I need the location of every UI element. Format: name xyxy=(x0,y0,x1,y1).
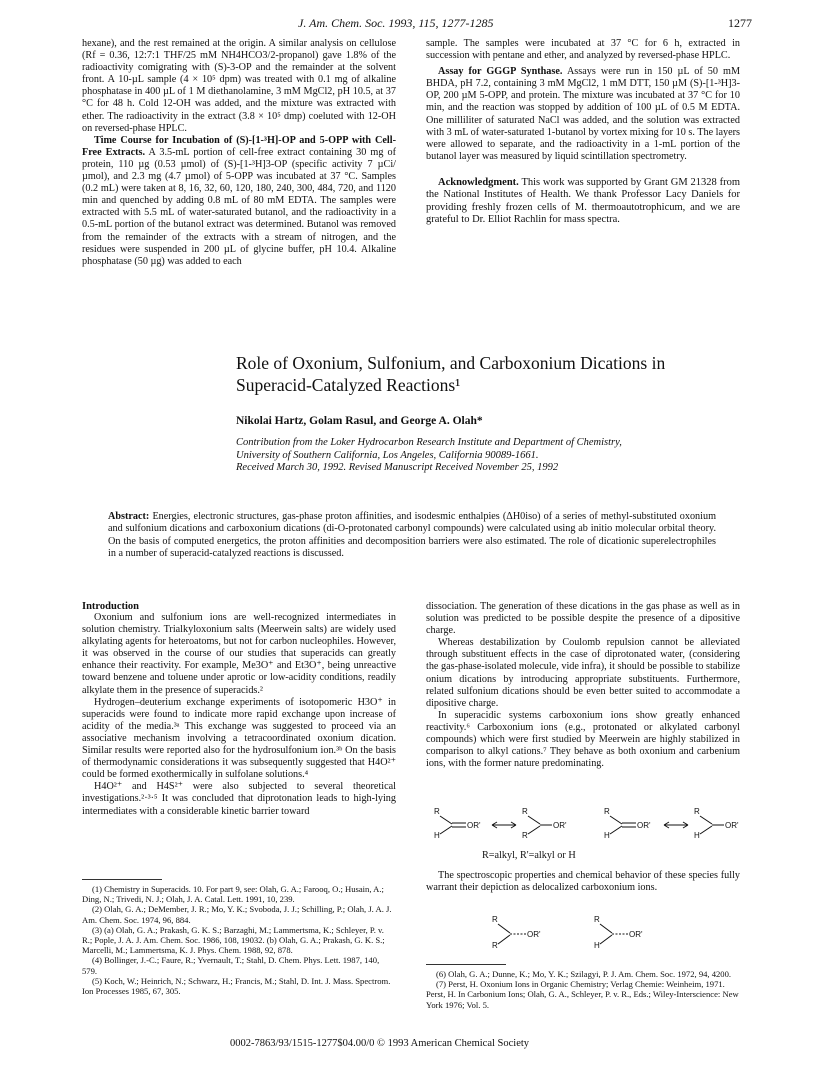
footnote: (5) Koch, W.; Heinrich, N.; Schwarz, H.; Francis, M.; Stahl, D. Int. J. Mass. Spectrom. Ion Processes 1985, 67, 305. xyxy=(82,975,391,997)
scheme-label: OR' xyxy=(629,930,643,939)
article-title xyxy=(236,352,776,396)
resonance-scheme xyxy=(432,804,752,844)
scheme-label: R xyxy=(594,915,600,924)
footnote: (2) Olah, G. A.; DeMember, J. R.; Mo, Y. K.; Svoboda, J. J.; Schilling, P.; Olah, J. A. J. Am. Chem. Soc. 1974, 96, 884. xyxy=(82,904,392,925)
abstract xyxy=(108,511,716,560)
scheme-label: OR' xyxy=(553,821,567,830)
right-paragraph-4: The spectroscopic properties and chemical behavior of these species fully warrant their depiction as delocalized carboxonium ions. xyxy=(426,870,740,894)
received-dates: Received March 30, 1992. Revised Manuscript Received November 25, 1992 xyxy=(236,462,559,473)
affiliation-line-1: Contribution from the Loker Hydrocarbon Research Institute and Department of Chemistry, xyxy=(236,437,622,448)
scheme-label: R xyxy=(522,807,528,816)
scheme-label: R xyxy=(522,831,528,840)
title-line-2: Superacid-Catalyzed Reactions¹ xyxy=(236,375,461,395)
page-footer: 0002-7863/93/1515-1277$04.00/0 © 1993 American Chemical Society xyxy=(230,1038,530,1049)
time-course-paragraph xyxy=(82,135,396,268)
section-heading-introduction: Introduction xyxy=(82,601,139,612)
scheme-label: H xyxy=(694,831,700,840)
footnote-rule-left xyxy=(82,879,162,880)
right-paragraph-3: In superacidic systems carboxonium ions show greatly enhanced reactivity.⁶ Carboxonium ions (e.g., protonated or alkylated carbonyl compounds) which were first studied by Meerwein are highly stabilized in comparison to alkyl cations.⁷ They behave as both oxonium and carbenium ions, with the former nature predominating. xyxy=(426,709,740,770)
intro-paragraph-2: Hydrogen–deuterium exchange experiments of isotopomeric H3O⁺ in superacids were found to indicate more rapid exchange upon increase of acidity of the media.³ᵃ This exchange was suggested to proceed via an associative mechanism involving a tetracoordinated oxonium dication. Similar results were reported also for the hydrosulfonium ion.³ᵇ On the basis of thermodynamic considerations it was subsequently suggested that H4O²⁺ could be formed exothermically in sulfolane solutions.⁴ xyxy=(82,696,396,781)
prev-article-right-column xyxy=(426,38,740,227)
scheme-label: H xyxy=(434,831,440,840)
scheme-label: OR' xyxy=(725,821,739,830)
time-course-text: A 3.5-mL portion of cell-free extract containing 30 mg of protein, 110 µg (0.53 µmol) of (S)-[1-³H]3-OP (specific activity 7 µCi/µmol), and 2.3 mg (4.7 µmol) of 5-OPP was incubated at 37 °C. Samples (0.2 mL) were taken at 8, 16, 32, 60, 120, 180, 240, 300, 484, 720, and 1120 min and quenched by adding 0.8 mL of 80 mM EDTA. The samples were extracted with 5.5 mL of water-saturated butanol, and the radioactivity in a 0.5-mL portion of the butanol extract was determined. Butanol was removed from the remainder of the extracts with a stream of nitrogen, and the residues were suspended in 200 µL of glycine buffer, pH 10.4. Alkaline phosphatase (50 µg) was added to each xyxy=(82,146,396,267)
acknowledgment-runin: Acknowledgment. xyxy=(438,176,519,188)
footnote-rule-right xyxy=(426,964,506,965)
acknowledgment-paragraph xyxy=(426,177,740,227)
abstract-label: Abstract: xyxy=(108,511,150,522)
scheme-label: OR' xyxy=(637,821,651,830)
scheme-caption: R=alkyl, R'=alkyl or H xyxy=(482,850,576,861)
footnotes-left xyxy=(82,884,396,996)
footnote: (4) Bollinger, J.-C.; Faure, R.; Yvernault, T.; Stahl, D. Chem. Phys. Lett. 1987, 140, 579. xyxy=(82,955,380,976)
page-number: 1277 xyxy=(728,16,752,30)
intro-left-column xyxy=(82,601,396,818)
scheme-label: OR' xyxy=(527,930,541,939)
intro-right-column xyxy=(426,601,740,770)
footnotes-right xyxy=(426,969,740,1010)
acknowledgment-text: This work was supported by Grant GM 21328 from the National Institutes of Health. We thank Professor Lacy Daniels for providing freshly frozen cells of M. thermoautotrophicum, and we are grateful to Dr. Elliot Rachlin for mass spectra. xyxy=(426,176,740,226)
right-paragraph-2: Whereas destabilization by Coulomb repulsion cannot be alleviated through substituent effects in the case of diprotonated water, (considering the gas-phase-isolated molecule, vide infra), it should be possible to stabilize onium dications by introducing appropriate substituents. Furthermore, related sulfonium dications should be even better suited to accommodate a dipositive charge. xyxy=(426,637,740,709)
scheme-label: OR' xyxy=(467,821,481,830)
delocalized-structures xyxy=(482,912,652,954)
footnote: (3) (a) Olah, G. A.; Prakash, G. K. S.; Barzaghi, M.; Lammertsma, K.; Schleyer, P. v. R.; Pople, J. A. J. Am. Chem. Soc. 1986, 108, 19032. (b) Olah, G. A.; Prakash, G. K. S.; Marcelli, M.; Lammertsma, K. J. Phys. Chem. 1988, 92, 878. xyxy=(82,924,385,956)
prev-right-paragraph: sample. The samples were incubated at 37 °C for 6 h, extracted in succession with pentane and ether, and analyzed by reversed-phase HPLC. xyxy=(426,38,740,62)
scheme-label: H xyxy=(604,831,610,840)
scheme-label: R xyxy=(492,915,498,924)
scheme-label: H xyxy=(594,941,600,950)
assay-text: Assays were run in 150 µL of 50 mM BHDA, pH 7.2, containing 3 mM MgCl2, 1 mM DTT, 150 µM (S)-[1-³H]3-OP, 200 µM 5-OPP, and protein. The mixture was incubated at 37 °C for 10 min, and the reaction was stopped by addition of 100 µL of 0.5 M EDTA. One milliliter of saturated NaCl was added, and the solution was extracted with 3 mL of water-saturated 1-butanol by vortex mixing for 10 s. The layers were allowed to separate, and the radioactivity in a 1-mL portion of the butanol layer was measured by liquid scintillation spectrometry. xyxy=(426,66,741,162)
intro-right-column-continued xyxy=(426,870,740,894)
affiliation xyxy=(236,437,756,475)
intro-paragraph-1: Oxonium and sulfonium ions are well-recognized intermediates in solution chemistry. Trialkyloxonium salts (Meerwein salts) are widely used alkylating agents for heteroatoms, but not for carbon nucleophiles. However, it was observed in the course of our studies that superacids can greatly enhance their reactivity. For example, Me3O⁺ and Et3O⁺, being unreactive toward benzene and toluene under aprotic or low-acidity conditions, readily alkylate them in the presence of superacids.² xyxy=(82,612,396,696)
authors: Nikolai Hartz, Golam Rasul, and George A. Olah* xyxy=(236,415,483,427)
intro-paragraph-3: H4O²⁺ and H4S²⁺ were also subjected to several theoretical investigations.²·³·⁵ It was concluded that diprotonation leads to high-lying intermediates with a considerable kinetic barrier toward xyxy=(82,781,396,817)
footnote: (1) Chemistry in Superacids. 10. For part 9, see: Olah, G. A.; Farooq, O.; Husain, A.; Ding, N.; Trivedi, N. J.; Olah, J. A. Catal. Lett. 1991, 10, 239. xyxy=(82,884,384,905)
scheme-label: R xyxy=(492,941,498,950)
abstract-text: Energies, electronic structures, gas-phase proton affinities, and isodesmic enthalpies (ΔH0iso) of a series of methyl-substituted oxonium and sulfonium dications and carboxonium dications (di-O-protonated carbonyl compounds) were calculated using ab initio molecular orbital theory. On the basis of computed energetics, the proton affinities and decomposition barriers were also estimated. The role of dicationic superelectrophiles in a number of superacid-catalyzed reactions is discussed. xyxy=(108,511,716,559)
footnote: (6) Olah, G. A.; Dunne, K.; Mo, Y. K.; Szilagyi, P. J. Am. Chem. Soc. 1972, 94, 4200. xyxy=(436,969,732,979)
scheme-label: R xyxy=(434,807,440,816)
prev-article-left-column xyxy=(82,38,396,268)
time-course-runin: Time Course for Incubation of (S)-[1-³H]-OP and 5-OPP with Cell-Free Extracts. xyxy=(82,134,396,158)
assay-paragraph xyxy=(426,66,740,163)
scheme-label: R xyxy=(694,807,700,816)
journal-header: J. Am. Chem. Soc. 1993, 115, 1277-1285 xyxy=(298,16,494,30)
title-line-1: Role of Oxonium, Sulfonium, and Carboxonium Dications in xyxy=(236,353,666,373)
footnote: (7) Perst, H. Oxonium Ions in Organic Chemistry; Verlag Chemie: Weinheim, 1971. Perst, H. In Carbonium Ions; Olah, G. A., Schleyer, P. v. R., Eds.; Wiley-Interscience: New York 1976; Vol. 5. xyxy=(426,979,739,1010)
scheme-label: R xyxy=(604,807,610,816)
assay-runin: Assay for GGGP Synthase. xyxy=(438,66,563,78)
right-paragraph-1: dissociation. The generation of these dications in the gas phase as well as in solution was predicted to be possible despite the presence of a dipositive charge. xyxy=(426,601,740,637)
prev-left-paragraph: hexane), and the rest remained at the origin. A similar analysis on cellulose (Rf = 0.36, 12:7:1 THF/25 mM NH4HCO3/2-propanol) gave 1.8% of the radioactivity comigrating with (S)-3-OP and the remainder at the solvent front. A 10-µL sample (4 × 10⁵ dpm) was treated with 0.1 mg of alkaline phosphatase in 400 µL of 1 M diethanolamine, 3 mM MgCl2, pH 10.5, at 37 °C for 48 h. Cold 12-OH was added, and the mixture was extracted with ether. The radioactivity in the extract (3.8 × 10⁵ dmp) coeluted with 12-OH on reversed-phase HPLC. xyxy=(82,38,396,134)
affiliation-line-2: University of Southern California, Los Angeles, California 90089-1661. xyxy=(236,449,539,461)
